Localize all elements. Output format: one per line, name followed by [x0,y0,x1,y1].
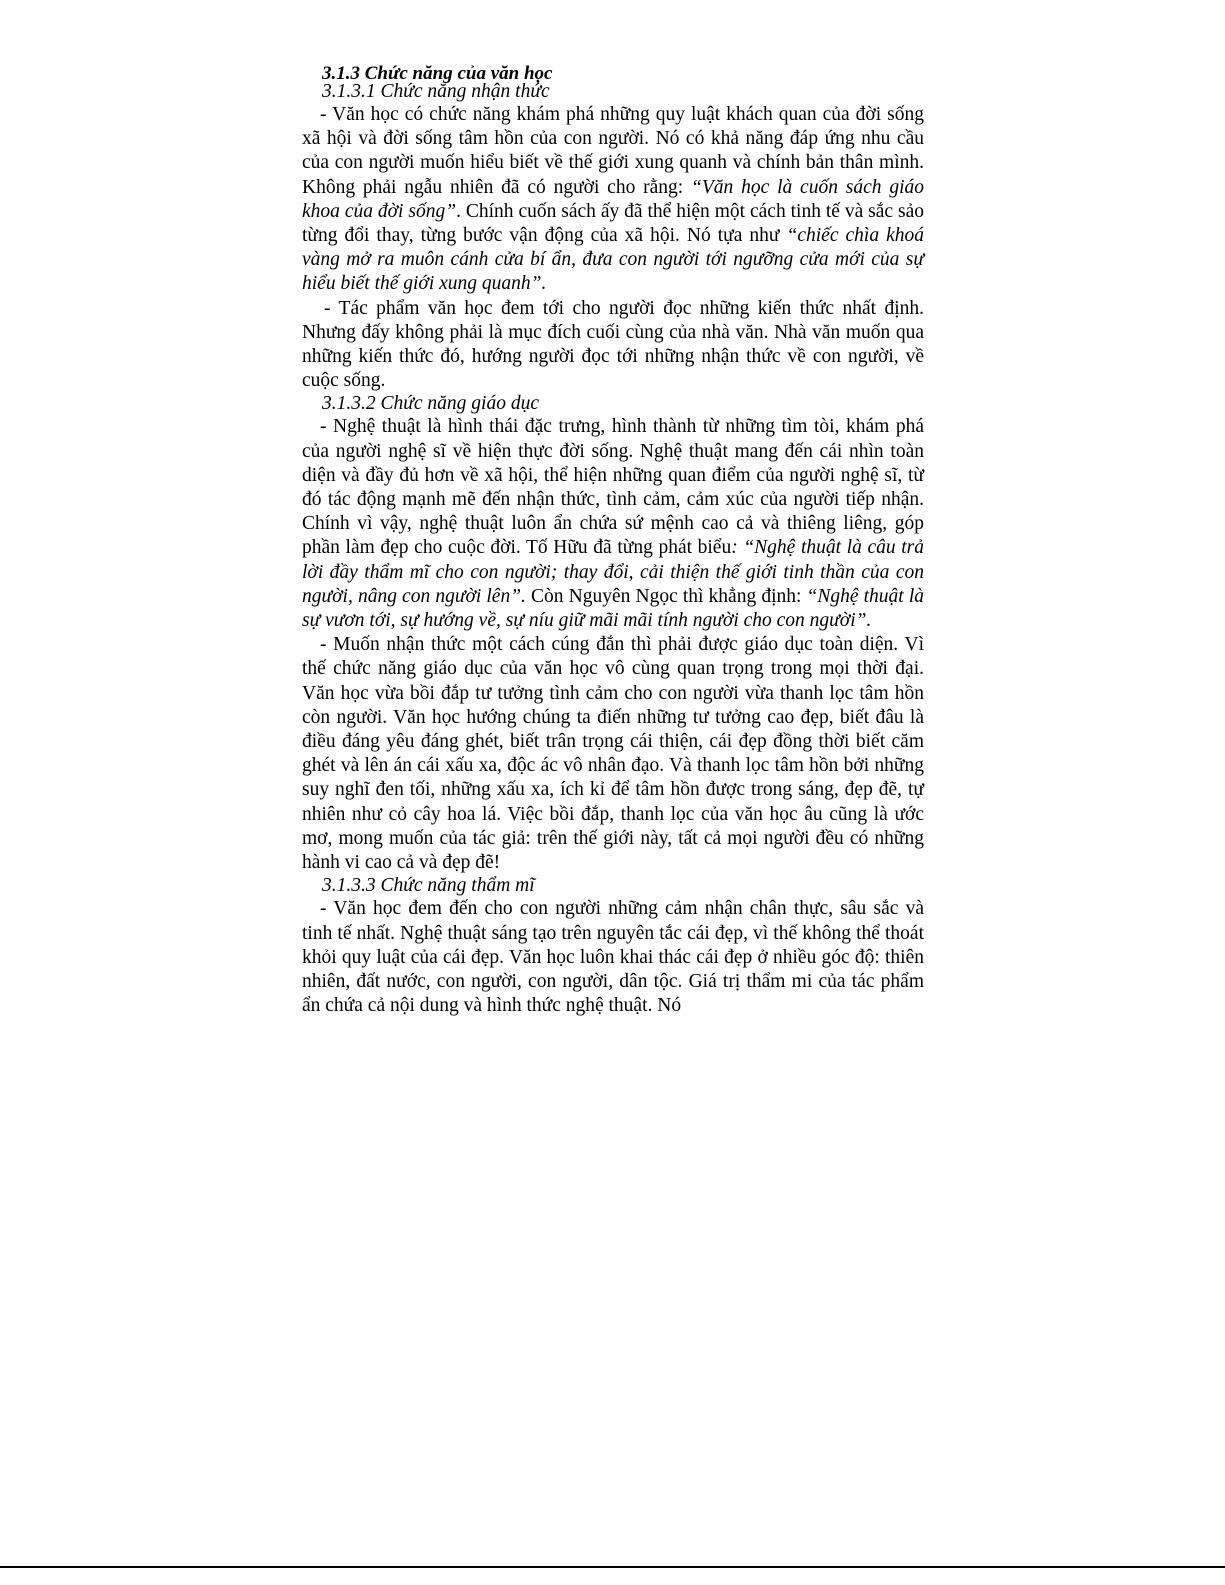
quote-text: “Văn học là cuốn sách giáo khoa của đời sống” [302,176,924,222]
paragraph-educational-2: - Muốn nhận thức một cách cúng đắn thì phải được giáo dục toàn diện. Vì thế chức năng giáo dục của văn học vô cùng quan trọng trong mọi thời đại. Văn học vừa bồi đắp tư tưởng tình cảm cho con người vừa thanh lọc tâm hồn còn người. Văn học hướng chúng ta điến những tư tưởng cao đẹp, biết đâu là điều đáng yêu đáng ghét, biết trân trọng cái thiện, cái đẹp đồng thời biết căm ghét và lên án cái xấu xa, độc ác vô nhân đạo. Và thanh lọc tâm hồn bởi những suy nghĩ đen tối, những xấu xa, ích kỉ để tâm hồn được trong sáng, đẹp đẽ, tự nhiên như cỏ cây hoa lá. Việc bồi đắp, thanh lọc của văn học âu cũng là ước mơ, mong muốn của tác giả: trên thế giới này, tất cả mọi người đều có những hành vi cao cả và đẹp đẽ! [302,634,924,874]
page-bottom-border [0,1566,1225,1568]
subsection-heading-cognitive: 3.1.3.1 Chức năng nhận thức [322,81,550,102]
paragraph-text: - Văn học có chức năng khám phá những quy luật khách quan của đời sống xã hội và đời sống tâm hồn của con người. Nó có khả năng đáp ứng nhu cầu của con người muốn hiểu biết về thế giới xung quanh và chính bản thân mình. Không phải ngẫu nhiên đã có người cho rằng: [302,104,924,198]
section-title: 3.1.3 Chức năng của văn học [322,63,553,84]
subsection-heading-aesthetic: 3.1.3.3 Chức năng thẩm mĩ [322,875,535,897]
paragraph-text: . Chính cuốn sách ấy đã thể hiện một cách tinh tế và sắc sảo từng đổi thay, từng bước vận động của xã hội. Nó tựa như [302,200,924,247]
paragraph-educational-1 [302,415,924,633]
paragraph-aesthetic-1: - Văn học đem đến cho con người những cảm nhận chân thực, sâu sắc và tinh tế nhất. Nghệ thuật sáng tạo trên nguyên tắc cái đẹp, vì thế không thể thoát khỏi quy luật của cái đẹp. Văn học luôn khai thác cái đẹp ở nhiều góc độ: thiên nhiên, đất nước, con người, con người, dân tộc. Giá trị thẩm mi của tác phẩm ẩn chứa cả nội dung và hình thức nghệ thuật. Nó [302,898,924,1017]
quote-text: : “Nghệ thuật là câu trả lời đầy thẩm mĩ cho con người; thay đổi, cải thiện thế giới tinh thần của con người, nâng con người lên”. [302,537,924,607]
paragraph-cognitive-2: - Tác phẩm văn học đem tới cho người đọc những kiến thức nhất định. Nhưng đấy không phải là mục đích cuối cùng của nhà văn. Nhà văn muốn qua những kiến thức đó, hướng người đọc tới những nhận thức về con người, về cuộc sống. [302,297,924,392]
subsection-heading-educational: 3.1.3.2 Chức năng giáo dục [322,393,539,415]
paragraph-text: - Nghệ thuật là hình thái đặc trưng, hình thành từ những tìm tòi, khám phá của người nghệ sĩ về hiện thực đời sống. Nghệ thuật mang đến cái nhìn toàn diện và đầy đủ hơn về xã hội, thể hiện những quan điểm của người nghệ sĩ, từ đó tác động mạnh mẽ đến nhận thức, tình cảm, cảm xúc của người tiếp nhận. Chính vì vậy, nghệ thuật luôn ẩn chứa sứ mệnh cao cả và thiêng liêng, góp phần làm đẹp cho cuộc đời. Tố Hữu đã từng phát biểu [302,416,924,559]
quote-text: “Nghệ thuật là sự vươn tới, sự hướng về, sự níu giữ mãi mãi tính người cho con người”. [302,585,924,632]
paragraph-text: Còn Nguyên Ngọc thì khẳng định: [525,585,807,607]
document-body [302,63,924,1018]
quote-text: “chiếc chìa khoá vàng mở ra muôn cánh cửa bí ẩn, đưa con người tới ngưỡng cửa mới của sự hiểu biết thế giới xung quanh”. [302,225,924,295]
paragraph-cognitive-1 [302,103,924,297]
